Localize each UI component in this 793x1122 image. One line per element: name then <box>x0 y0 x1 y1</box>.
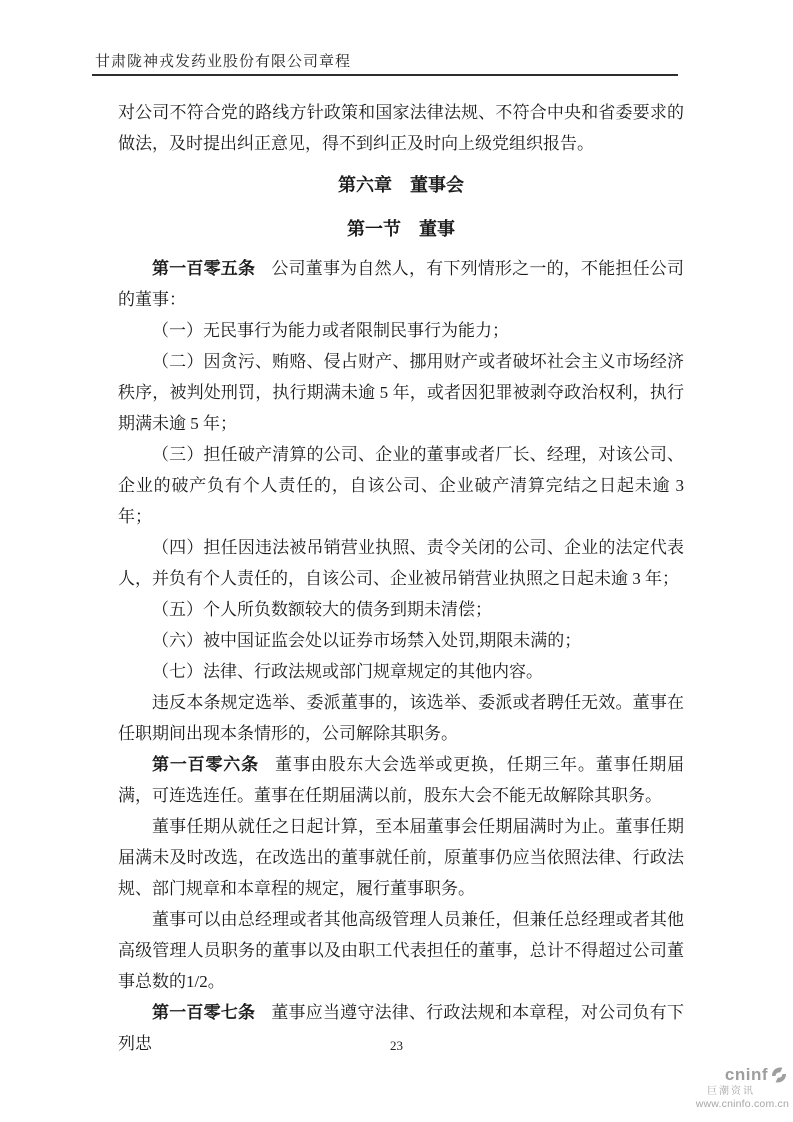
cninfo-subtitle: 巨潮资讯 <box>707 1086 755 1097</box>
list-item-4: （四）担任因违法被吊销营业执照、责令关闭的公司、企业的法定代表人，并负有个人责任的，自该公司、企业被吊销营业执照之日起未逾 3 年； <box>118 538 684 588</box>
article-107-text: 董事应当遵守法律、行政法规和本章程，对公司负有下列忠 <box>118 1003 685 1053</box>
article-106-paragraph <box>118 749 684 811</box>
paragraph-105-tail: 违反本条规定选举、委派董事的，该选举、委派或者聘任无效。董事在任职期间出现本条情形的，公司解除其职务。 <box>118 693 684 743</box>
list-item-5: （五）个人所负数额较大的债务到期未清偿； <box>152 600 492 619</box>
header-title: 甘肃陇神戎发药业股份有限公司章程 <box>95 54 352 70</box>
article-107-label: 第一百零七条 <box>152 1003 256 1022</box>
document-content <box>118 97 684 1059</box>
page-header <box>95 50 351 71</box>
article-105-text: 公司董事为自然人，有下列情形之一的，不能担任公司的董事： <box>118 259 685 309</box>
cninfo-swirl-icon <box>769 1065 789 1085</box>
chapter-heading: 第六章 董事会 <box>338 175 464 195</box>
list-item-7: （七）法律、行政法规或部门规章规定的其他内容。 <box>152 662 543 681</box>
page-number: 23 <box>390 1038 403 1053</box>
cninfo-logo <box>691 1064 789 1111</box>
paragraph-intro: 对公司不符合党的路线方针政策和国家法律法规、不符合中央和省委要求的做法，及时提出纠正意见，得不到纠正及时向上级党组织报告。 <box>118 103 684 153</box>
cninfo-url: www.cninfo.com.cn <box>695 1098 789 1110</box>
list-item-6: （六）被中国证监会处以证券市场禁入处罚,期限未满的； <box>152 631 582 650</box>
article-105-label: 第一百零五条 <box>152 259 256 278</box>
article-106-text: 董事由股东大会选举或更换，任期三年。董事任期届满，可连选连任。董事在任期届满以前，股东大会不能无故解除其职务。 <box>118 755 685 805</box>
paragraph-106-3: 董事可以由总经理或者其他高级管理人员兼任，但兼任总经理或者其他高级管理人员职务的董事以及由职工代表担任的董事，总计不得超过公司董事总数的1/2。 <box>118 910 684 991</box>
list-item-2: （二）因贪污、贿赂、侵占财产、挪用财产或者破坏社会主义市场经济秩序，被判处刑罚，执行期满未逾 5 年，或者因犯罪被剥夺政治权利，执行期满未逾 5 年； <box>118 352 684 433</box>
cninfo-brand-text: cninf <box>724 1065 768 1084</box>
cninfo-brand-row <box>691 1064 789 1086</box>
list-item-1: （一）无民事行为能力或者限制民事行为能力； <box>152 321 509 340</box>
article-106-label: 第一百零六条 <box>152 755 259 774</box>
section-heading: 第一节 董事 <box>347 219 455 239</box>
article-105-paragraph <box>118 253 684 315</box>
list-item-3: （三）担任破产清算的公司、企业的董事或者厂长、经理，对该公司、企业的破产负有个人责任的，自该公司、企业破产清算完结之日起未逾 3 年； <box>118 445 684 526</box>
paragraph-106-2: 董事任期从就任之日起计算，至本届董事会任期届满时为止。董事任期届满未及时改选，在改选出的董事就任前，原董事仍应当依照法律、行政法规、部门规章和本章程的规定，履行董事职务。 <box>118 817 684 898</box>
header-divider <box>92 74 678 76</box>
